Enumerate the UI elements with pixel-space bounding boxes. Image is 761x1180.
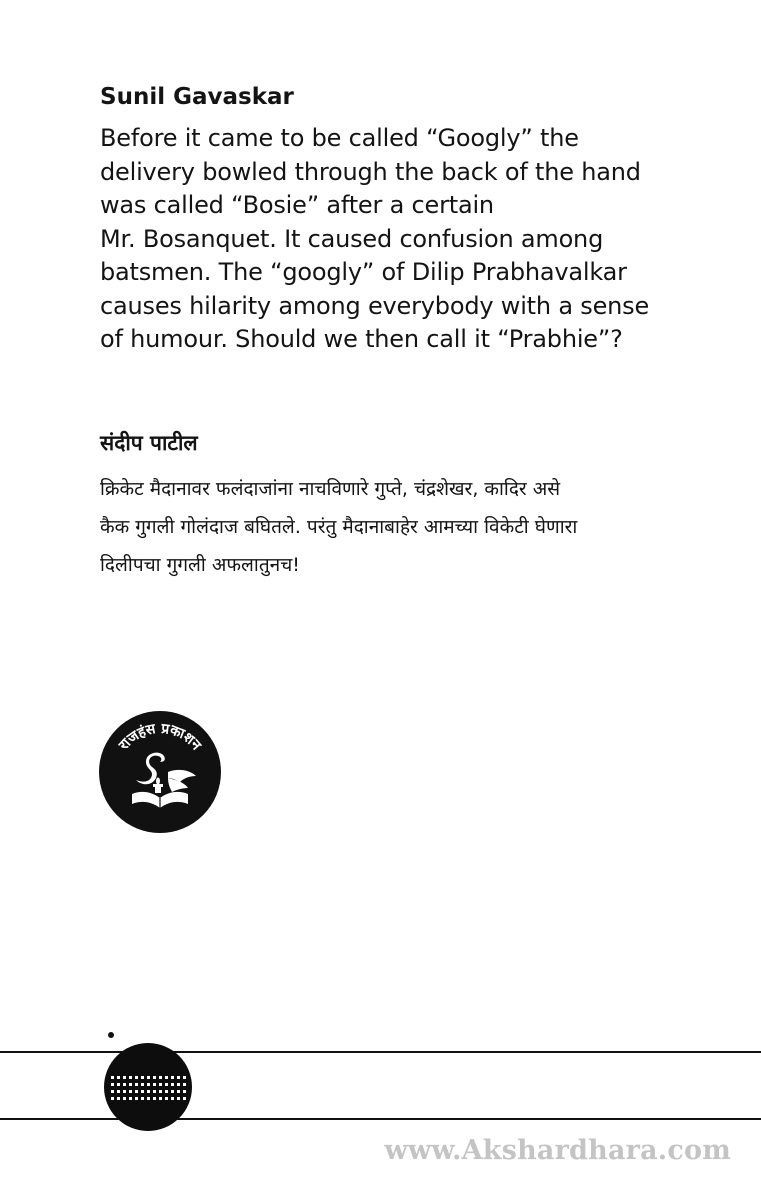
quote-line: batsmen. The “googly” of Dilip Prabhavalkar (100, 258, 627, 286)
quote-line: of humour. Should we then call it “Prabhie”? (100, 325, 623, 353)
english-blurb (100, 82, 720, 357)
author-name-marathi: संदीप पाटील (100, 431, 198, 455)
english-quote (100, 122, 720, 357)
quote-line: was called “Bosie” after a certain (100, 191, 494, 219)
publisher-logo-text: राजहंस प्रकाशन (116, 720, 205, 754)
quote-line: क्रिकेट मैदानावर फलंदाजांना नाचविणारे गुप्ते, चंद्रशेखर, कादिर असे (100, 478, 561, 500)
swan-lamp-logo-icon (98, 710, 222, 834)
quote-line: कैक गुगली गोलंदाज बघितले. परंतु मैदानाबाहेर आमच्या विकेटी घेणारा (100, 516, 578, 538)
marathi-blurb (100, 428, 720, 584)
ball-dot (108, 1032, 114, 1038)
marathi-quote (100, 470, 720, 584)
cricket-ball-icon (103, 1042, 193, 1132)
quote-line: Before it came to be called “Googly” the (100, 124, 579, 152)
author-name-english: Sunil Gavaskar (100, 84, 294, 110)
website-watermark: www.Akshardhara.com (384, 1135, 731, 1166)
quote-line: दिलीपचा गुगली अफलातुनच! (100, 554, 300, 576)
quote-line: Mr. Bosanquet. It caused confusion among (100, 224, 604, 253)
quote-line: delivery bowled through the back of the hand (100, 157, 641, 186)
quote-line: causes hilarity among everybody with a sense (100, 291, 650, 320)
